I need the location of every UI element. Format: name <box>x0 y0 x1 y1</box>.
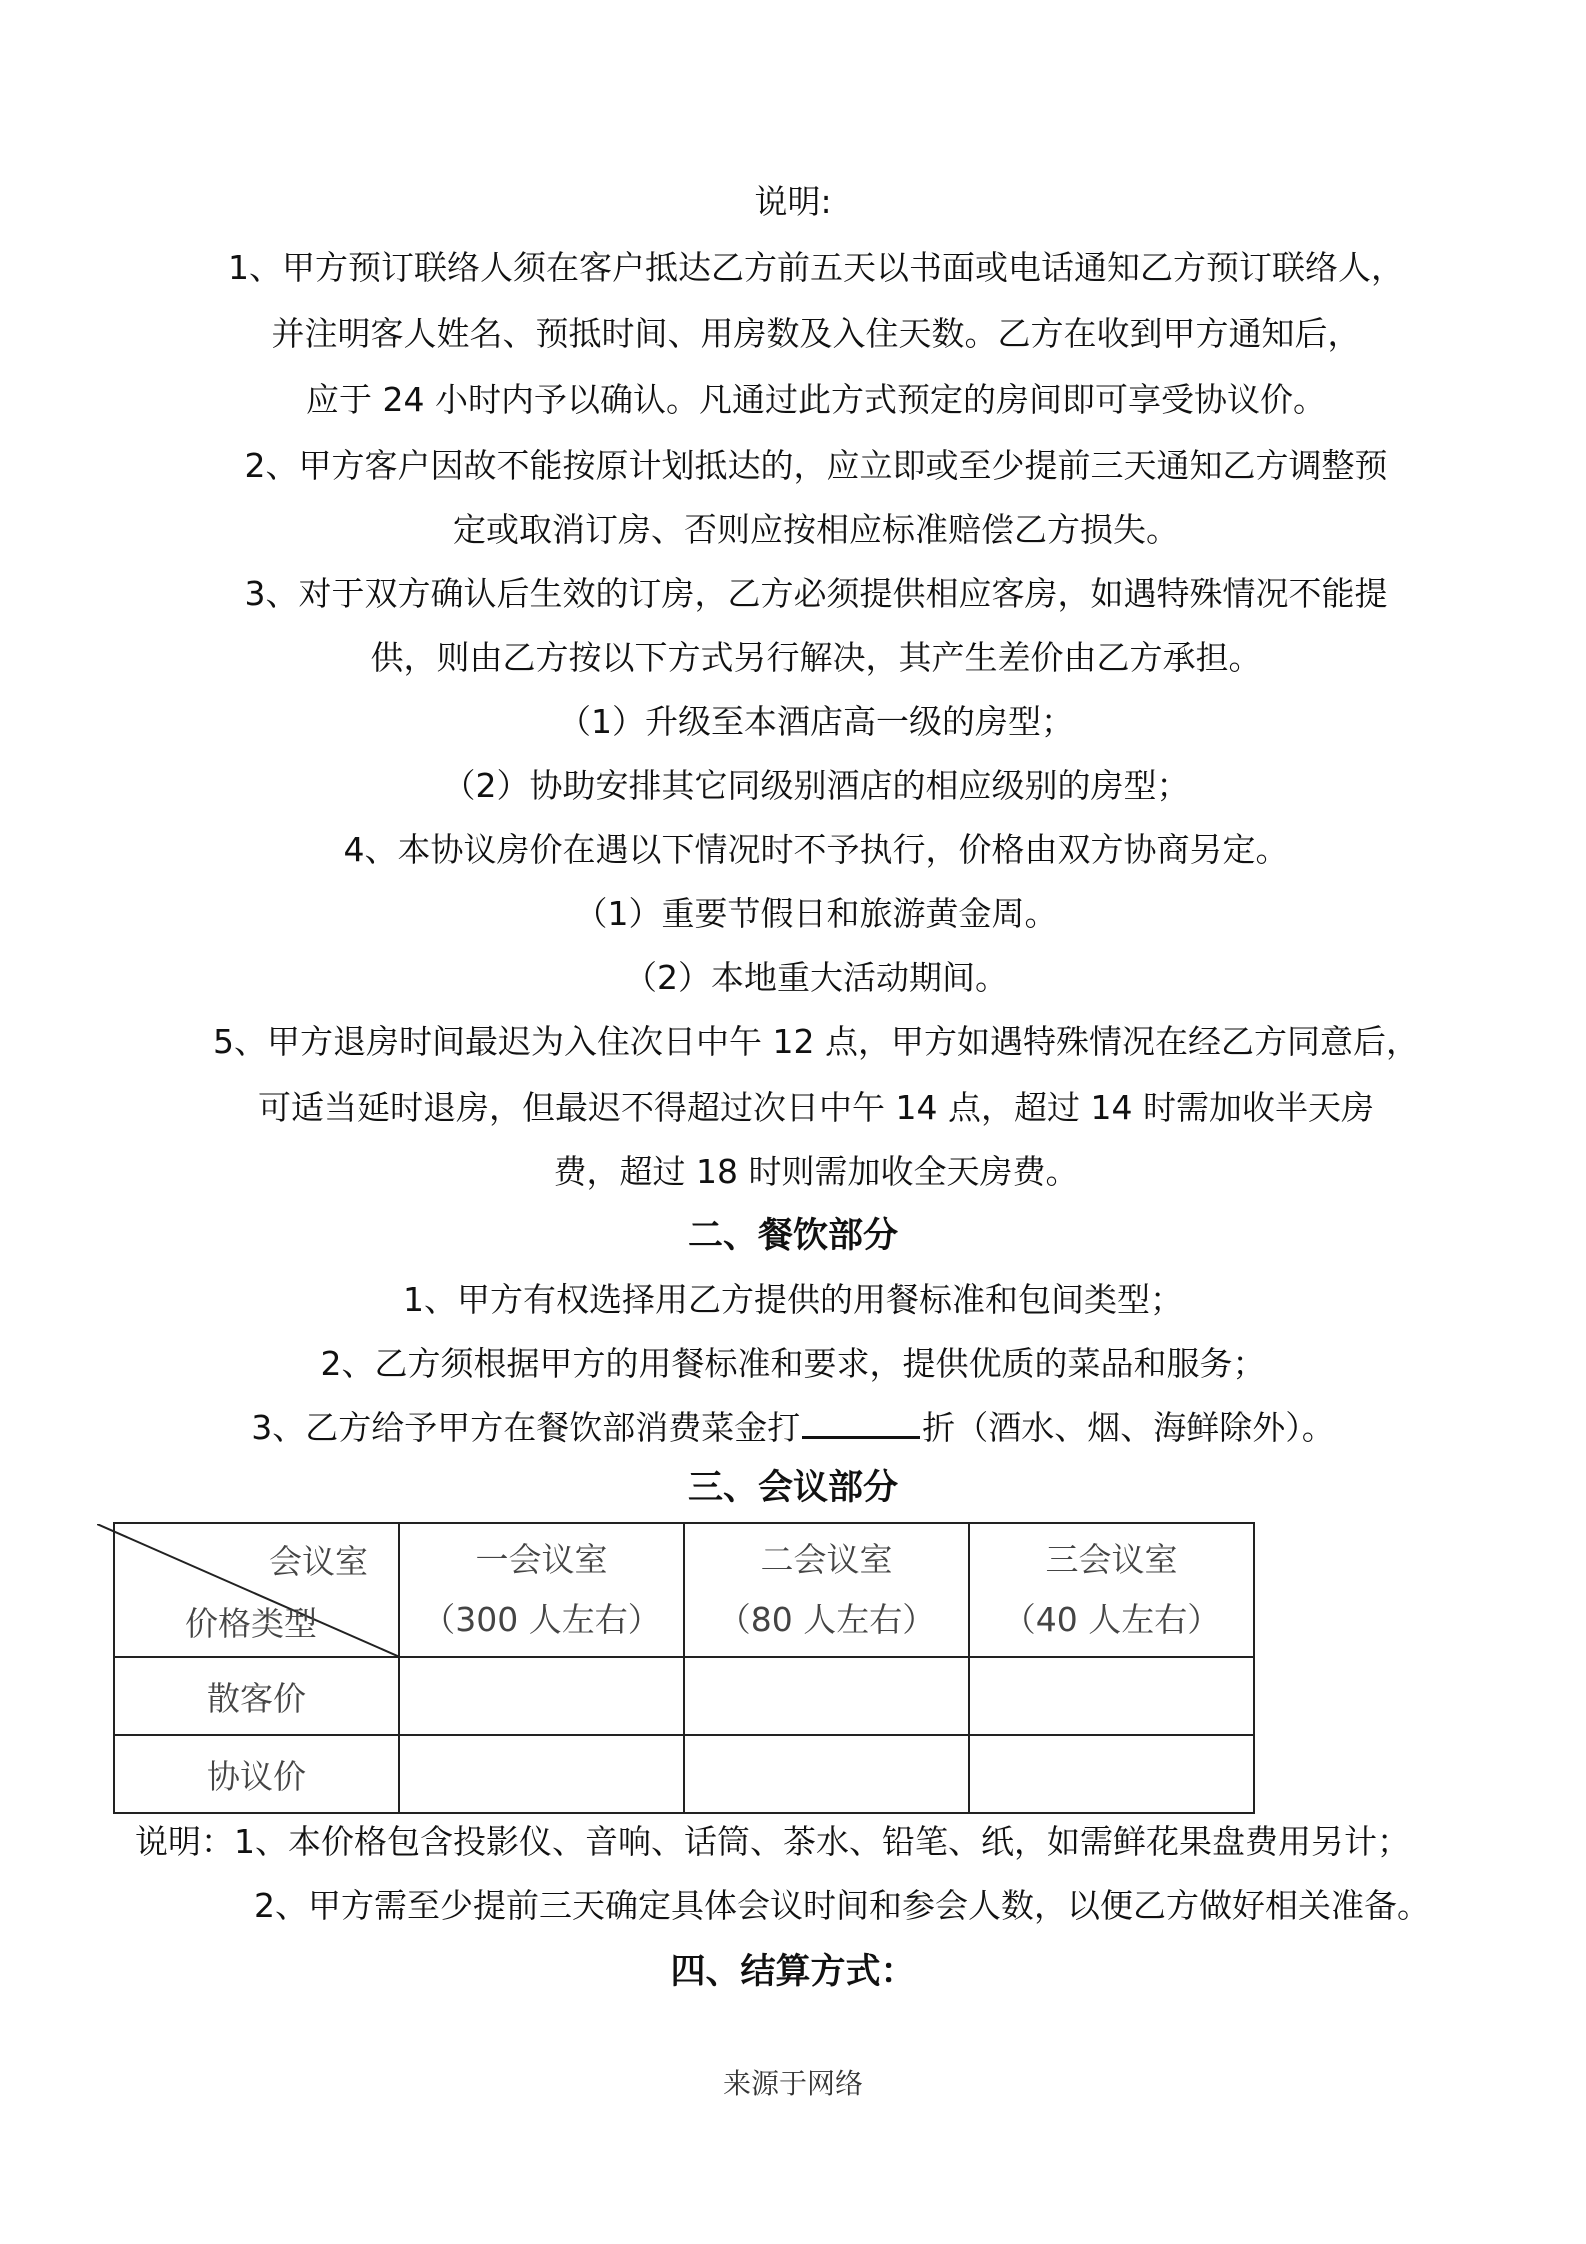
room-capacity: （300 人左右） <box>422 1600 661 1639</box>
section-title-meeting: 三、会议部分 <box>687 1468 898 1508</box>
discount-suffix: 折（酒水、烟、海鲜除外）。 <box>922 1408 1335 1447</box>
section-title-settlement: 四、结算方式： <box>670 1952 916 1992</box>
price-cell[interactable] <box>969 1735 1254 1813</box>
room-header <box>399 1523 684 1657</box>
meeting-price-table <box>113 1522 1255 1814</box>
note-line: （2）本地重大活动期间。 <box>624 958 1008 997</box>
table-row <box>114 1735 1254 1813</box>
note-line: 2、甲方客户因故不能按原计划抵达的，应立即或至少提前三天通知乙方调整预 <box>244 446 1388 485</box>
room-header <box>684 1523 969 1657</box>
note-line: （1）升级至本酒店高一级的房型； <box>558 702 1074 741</box>
row-label: 散客价 <box>114 1657 399 1735</box>
corner-price-label: 价格类型 <box>185 1604 317 1643</box>
room-name: 三会议室 <box>1045 1540 1178 1579</box>
catering-item-discount <box>0 1406 1586 1450</box>
meeting-note-2: 2、甲方需至少提前三天确定具体会议时间和参会人数，以便乙方做好相关准备。 <box>254 1886 1430 1925</box>
note-line: 应于 24 小时内予以确认。凡通过此方式预定的房间即可享受协议价。 <box>306 380 1326 419</box>
note-line: 3、对于双方确认后生效的订房，乙方必须提供相应客房，如遇特殊情况不能提 <box>244 574 1388 613</box>
notes-heading: 说明: <box>754 182 832 221</box>
price-cell[interactable] <box>969 1657 1254 1735</box>
corner-room-label: 会议室 <box>269 1542 368 1581</box>
note-line: 并注明客人姓名、预抵时间、用房数及入住天数。乙方在收到甲方通知后， <box>271 314 1361 353</box>
meeting-note-1: 说明：1、本价格包含投影仪、音响、话筒、茶水、铅笔、纸，如需鲜花果盘费用另计； <box>135 1822 1410 1861</box>
room-capacity: （40 人左右） <box>1002 1600 1221 1639</box>
table-row <box>114 1657 1254 1735</box>
room-name: 二会议室 <box>760 1540 893 1579</box>
room-header <box>969 1523 1254 1657</box>
note-line: 可适当延时退房，但最迟不得超过次日中午 14 点，超过 14 时需加收半天房 <box>258 1088 1374 1127</box>
room-capacity: （80 人左右） <box>717 1600 936 1639</box>
note-line: 定或取消订房、否则应按相应标准赔偿乙方损失。 <box>453 510 1179 549</box>
note-line: 5、甲方退房时间最迟为入住次日中午 12 点，甲方如遇特殊情况在经乙方同意后， <box>213 1022 1419 1061</box>
note-line: （1）重要节假日和旅游黄金周。 <box>574 894 1058 933</box>
room-name: 一会议室 <box>475 1540 608 1579</box>
price-cell[interactable] <box>684 1735 969 1813</box>
note-line: （2）协助安排其它同级别酒店的相应级别的房型； <box>442 766 1190 805</box>
source-footer: 来源于网络 <box>722 2067 863 2100</box>
catering-item: 1、甲方有权选择用乙方提供的用餐标准和包间类型； <box>403 1280 1183 1319</box>
discount-blank-field[interactable] <box>802 1408 920 1439</box>
catering-item: 2、乙方须根据甲方的用餐标准和要求，提供优质的菜品和服务； <box>320 1344 1266 1383</box>
note-line: 4、本协议房价在遇以下情况时不予执行，价格由双方协商另定。 <box>343 830 1289 869</box>
table-corner-cell <box>114 1523 399 1657</box>
discount-prefix: 3、乙方给予甲方在餐饮部消费菜金打 <box>251 1408 801 1447</box>
price-cell[interactable] <box>684 1657 969 1735</box>
note-line: 供，则由乙方按以下方式另行解决，其产生差价由乙方承担。 <box>370 638 1262 677</box>
note-line: 费，超过 18 时则需加收全天房费。 <box>553 1152 1079 1191</box>
price-cell[interactable] <box>399 1657 684 1735</box>
section-title-catering: 二、餐饮部分 <box>687 1216 898 1256</box>
note-line: 1、甲方预订联络人须在客户抵达乙方前五天以书面或电话通知乙方预订联络人， <box>228 248 1404 287</box>
row-label: 协议价 <box>114 1735 399 1813</box>
price-cell[interactable] <box>399 1735 684 1813</box>
